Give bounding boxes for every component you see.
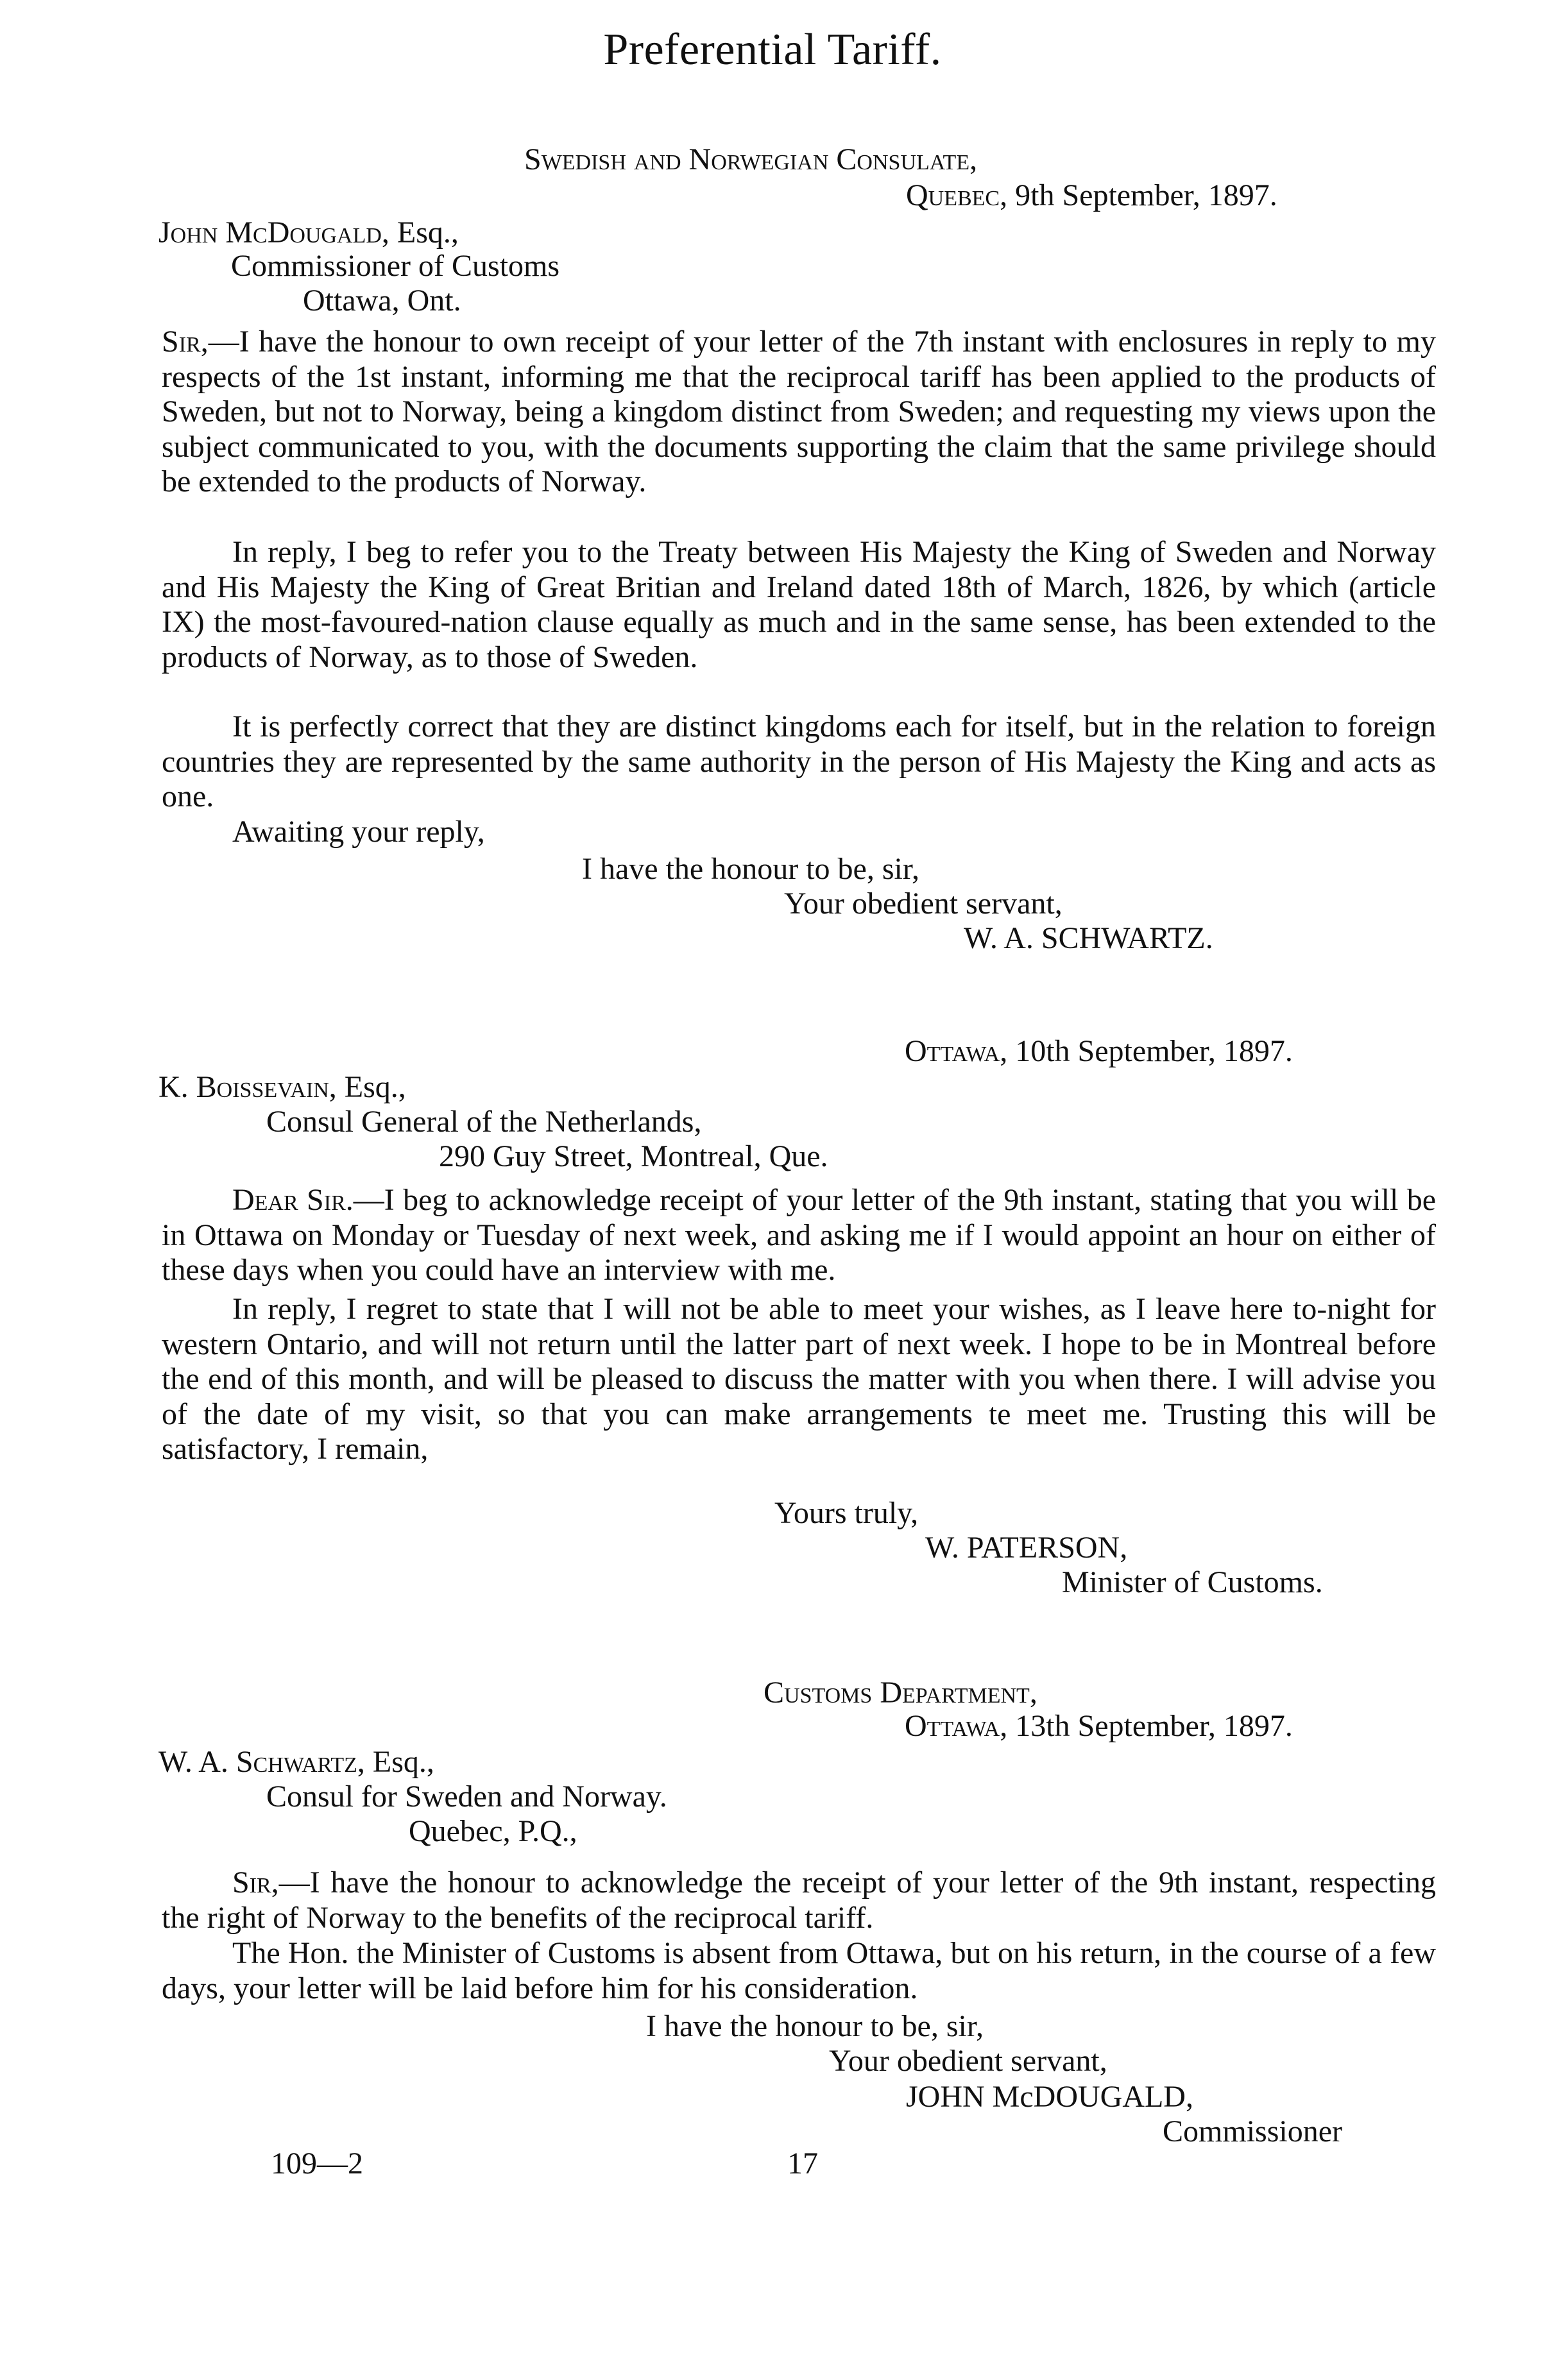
closing: I have the honour to be, sir,: [646, 2009, 984, 2043]
dateline: [906, 178, 1277, 213]
dateline-date: , 10th September, 1897.: [1000, 1034, 1293, 1068]
closing: Yours truly,: [774, 1496, 919, 1530]
dateline-place: Ottawa: [905, 1034, 1000, 1068]
recipient-name: John McDougald, Esq.,: [158, 216, 459, 250]
signature-title: Commissioner: [1163, 2114, 1343, 2148]
dateline-place: Quebec: [906, 178, 1000, 212]
recipient-location: Quebec, P.Q.,: [409, 1814, 577, 1848]
letter-paragraph: It is perfectly correct that they are distinct kingdoms each for itself, but in the relation to foreign countries they are represented by the same authority in the person of His Majesty the King and acts as one.: [162, 710, 1436, 813]
page-title: Preferential Tariff.: [603, 25, 942, 74]
closing: Your obedient servant,: [784, 887, 1063, 921]
letter-paragraph: The Hon. the Minister of Customs is absent from Ottawa, but on his return, in the course of a few days, your letter will be laid before him for his consideration.: [162, 1936, 1436, 2005]
letter-paragraph: Awaiting your reply,: [232, 815, 485, 849]
recipient-location: Ottawa, Ont.: [303, 284, 461, 318]
recipient-title: Consul General of the Netherlands,: [266, 1105, 702, 1139]
dateline: [905, 1709, 1293, 1744]
recipient-title: Consul for Sweden and Norway.: [266, 1780, 667, 1814]
signature-title: Minister of Customs.: [1062, 1565, 1323, 1599]
letter-paragraph: Sir,—I have the honour to acknowledge the receipt of your letter of the 9th instant, respecting the right of Norway to the benefits of the reciprocal tariff.: [162, 1866, 1436, 1935]
recipient-title: Commissioner of Customs: [231, 249, 560, 283]
signature: W. PATERSON,: [925, 1531, 1128, 1565]
closing: I have the honour to be, sir,: [582, 852, 919, 886]
sessional-number: 109—2: [271, 2146, 363, 2180]
signature: W. A. SCHWARTZ.: [964, 921, 1213, 955]
recipient-name: K. Boissevain, Esq.,: [158, 1070, 406, 1104]
dateline-date: , 13th September, 1897.: [1000, 1709, 1293, 1743]
page-number: 17: [787, 2146, 818, 2180]
signature: JOHN McDOUGALD,: [906, 2080, 1193, 2114]
dateline-place: Ottawa: [905, 1709, 1000, 1743]
letter-paragraph: In reply, I beg to refer you to the Treaty between His Majesty the King of Sweden and Norway and His Majesty the King of Great Britian and Ireland dated 18th of March, 1826, by which (article IX) the most-favoured-nation clause equally as much and in the same sense, has been extended to the products of Norway, as to those of Sweden.: [162, 535, 1436, 674]
sender-org: Customs Department,: [764, 1676, 1037, 1710]
recipient-name: W. A. Schwartz, Esq.,: [158, 1745, 434, 1779]
dateline: [905, 1034, 1293, 1069]
closing: Your obedient servant,: [829, 2044, 1107, 2078]
sender-org: Swedish and Norwegian Consulate,: [524, 142, 978, 176]
letter-paragraph: Dear Sir.—I beg to acknowledge receipt of your letter of the 9th instant, stating that you will be in Ottawa on Monday or Tuesday of next week, and asking me if I would appoint an hour on either of these days when you could have an interview with me.: [162, 1183, 1437, 1287]
salutation: Sir: [232, 1866, 271, 1900]
letter-paragraph: Sir,—I have the honour to own receipt of your letter of the 7th instant with enclosures in reply to my respects of the 1st instant, informing me that the reciprocal tariff has been applied to the products of Sweden, but not to Norway, being a kingdom distinct from Sweden; and requesting my views upon the subject communicated to you, with the documents supporting the claim that the same privilege should be extended to the products of Norway.: [162, 325, 1436, 498]
dateline-date: , 9th September, 1897.: [1000, 178, 1277, 212]
salutation: Dear Sir: [232, 1183, 346, 1217]
salutation: Sir: [162, 325, 201, 359]
letter-paragraph: In reply, I regret to state that I will not be able to meet your wishes, as I leave here to-night for western Ontario, and will not return until the latter part of next week. I hope to be in Montreal before the end of this month, and will be pleased to discuss the matter with you when there. I will advise you of the date of my visit, so that you can make arrangements te meet me. Trusting this will be satisfactory, I remain,: [162, 1292, 1436, 1466]
recipient-address: 290 Guy Street, Montreal, Que.: [439, 1139, 828, 1173]
